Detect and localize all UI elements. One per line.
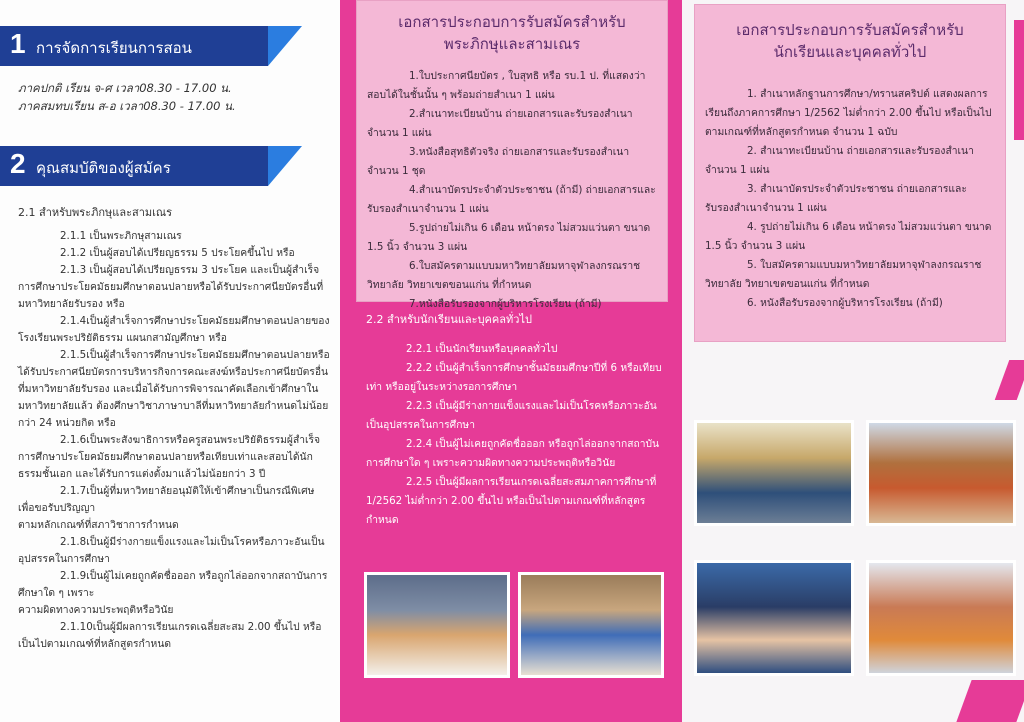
schedule-weekend: ภาคสมทบเรียน ส-อ เวลา08.30 - 17.00 น. — [18, 99, 236, 113]
list-item: 2.1.10เป็นผู้มีผลการเรียนเกรดเฉลี่ยสะสม 2.00 ขึ้นไป หรือเป็นไปตามเกณฑ์ที่หลักสูตรกำหนด — [18, 621, 322, 650]
list-item: 2.1.7เป็นผู้ที่มหาวิทยาลัยอนุมัติให้เข้าศึกษาเป็นกรณีพิเศษเพื่อขอรับปริญญา — [18, 485, 315, 514]
monk-qualification-list — [18, 228, 330, 653]
list-item: 2.2.5 เป็นผู้มีผลการเรียนเกรดเฉลี่ยสะสมภาคการศึกษาที่ 1/2562 ไม่ต่ำกว่า 2.00 ขึ้นไป หรือเป็นไปตามเกณฑ์ที่หลักสูตรกำหนด — [366, 476, 657, 526]
seminar-photo — [364, 572, 510, 678]
student-documents-title: เอกสารประกอบการรับสมัครสำหรับ นักเรียนและบุคคลทั่วไป — [736, 21, 964, 61]
monk-qualification-heading: 2.1 สำหรับพระภิกษุและสามเณร — [18, 206, 173, 219]
monk-documents-box — [356, 0, 668, 310]
list-item: 2.1.8เป็นผู้มีร่างกายแข็งแรงและไม่เป็นโรคหรือภาวะอันเป็นอุปสรรคในการศึกษา — [18, 536, 325, 565]
list-item: 2.1.6เป็นพระสังฆาธิการหรือครูสอนพระปริยัติธรรมผู้สำเร็จการศึกษาประโยคมัธยมศึกษาตอนปลายหรือเทียบเท่าและสอบได้นักธรรมชั้นเอก และได้รับการแต่งตั้งมาแล้วไม่น้อยกว่า 3 ปี — [18, 434, 321, 480]
list-item: 2.2.4 เป็นผู้ไม่เคยถูกคัดชื่อออก หรือถูกไล่ออกจากสถาบันการศึกษาใด ๆ เพราะความผิดทางความประพฤติหรือวินัย — [366, 438, 660, 469]
list-item: 1.ใบประกาศนียบัตร , ใบสุทธิ หรือ รบ.1 ป. ที่แสดงว่าสอบได้ในชั้นนั้น ๆ พร้อมถ่ายสำเนา 1 แผ่น — [367, 70, 646, 101]
list-item: 2. สำเนาทะเบียนบ้าน ถ่ายเอกสารและรับรองสำเนาจำนวน 1 แผ่น — [705, 145, 974, 176]
list-item: ตามหลักเกณฑ์ที่สภาวิชาการกำหนด — [18, 519, 179, 531]
right-panel — [682, 0, 1024, 722]
section2-number: 2 — [10, 148, 26, 179]
list-item: 2.1.4เป็นผู้สำเร็จการศึกษาประโยคมัธยมศึกษาตอนปลายของโรงเรียนพระปริยัติธรรม แผนกสามัญศึกษา หรือ — [18, 315, 330, 344]
general-qualification-heading: 2.2 สำหรับนักเรียนและบุคคลทั่วไป — [366, 313, 532, 326]
list-item: 5.รูปถ่ายไม่เกิน 6 เดือน หน้าตรง ไม่สวมแว่นตา ขนาด 1.5 นิ้ว จำนวน 3 แผ่น — [367, 222, 651, 253]
campus-building-photo — [866, 420, 1016, 526]
decor-stripe — [956, 680, 1024, 722]
group-photo — [518, 572, 664, 678]
list-item: 2.สำเนาทะเบียนบ้าน ถ่ายเอกสารและรับรองสำเนาจำนวน 1 แผ่น — [367, 108, 633, 139]
list-item: ความผิดทางความประพฤติหรือวินัย — [18, 604, 174, 616]
section2-header — [0, 146, 268, 186]
list-item: 2.1.1 เป็นพระภิกษุสามเณร — [60, 230, 182, 242]
assembly-photo — [866, 560, 1016, 676]
list-item: 2.2.3 เป็นผู้มีร่างกายแข็งแรงและไม่เป็นโรคหรือภาวะอันเป็นอุปสรรคในการศึกษา — [366, 400, 657, 431]
list-item: 7.หนังสือรับรองจากผู้บริหารโรงเรียน (ถ้ามี) — [409, 298, 602, 310]
list-item: 3. สำเนาบัตรประจำตัวประชาชน ถ่ายเอกสารและรับรองสำเนาจำนวน 1 แผ่น — [705, 183, 967, 214]
monk-documents-list — [357, 55, 667, 314]
section1-number: 1 — [10, 28, 26, 59]
list-item: 6.ใบสมัครตามแบบมหาวิทยาลัยมหาจุฬาลงกรณราชวิทยาลัย วิทยาเขตขอนแก่น ที่กำหนด — [367, 260, 641, 291]
list-item: 5. ใบสมัครตามแบบมหาวิทยาลัยมหาจุฬาลงกรณราชวิทยาลัย วิทยาเขตขอนแก่น ที่กำหนด — [705, 259, 982, 290]
section1-title: การจัดการเรียนการสอน — [36, 39, 192, 57]
list-item: 3.หนังสือสุทธิตัวจริง ถ่ายเอกสารและรับรองสำเนาจำนวน 1 ชุด — [367, 146, 630, 177]
schedule-regular: ภาคปกติ เรียน จ-ศ เวลา08.30 - 17.00 น. — [18, 81, 232, 95]
list-item: 1. สำเนาหลักฐานการศึกษา/ทรานสคริปต์ แสดงผลการเรียนถึงภาคการศึกษา 1/2562 ไม่ต่ำกว่า 2.00 ขึ้นไป หรือเป็นไปตามเกณฑ์ที่หลักสูตรกำหนด จำนวน 1 ฉบับ — [705, 88, 992, 138]
list-item: 2.1.9เป็นผู้ไม่เคยถูกคัดชื่อออก หรือถูกไล่ออกจากสถาบันการศึกษาใด ๆ เพราะ — [18, 570, 328, 599]
monk-documents-title: เอกสารประกอบการรับสมัครสำหรับ พระภิกษุและสามเณร — [398, 13, 626, 53]
activity-photo — [694, 560, 854, 676]
list-item: 6. หนังสือรับรองจากผู้บริหารโรงเรียน (ถ้ามี) — [747, 297, 943, 309]
student-documents-list — [695, 63, 1005, 313]
list-item: 2.1.5เป็นผู้สำเร็จการศึกษาประโยคมัธยมศึกษาตอนปลายหรือได้รับประกาศนียบัตรการบริหารกิจการคณะสงฆ์หรือประกาศนียบัตรอื่นที่มหาวิทยาลัยรับรอง และเมื่อได้รับการพิจารณาคัดเลือกเข้าศึกษาในมหาวิทยาลัยแล้ว ต้องศึกษาวิชาภาษาบาลีที่มหาวิทยาลัยกำหนดไม่น้อยกว่า 24 หน่วยกิต หรือ — [18, 349, 330, 429]
general-qualification-list — [366, 340, 666, 530]
list-item: 2.1.2 เป็นผู้สอบได้เปรียญธรรม 5 ประโยคขึ้นไป หรือ — [60, 247, 295, 259]
decor-stripe — [1014, 20, 1024, 140]
left-panel — [0, 0, 340, 722]
list-item: 4. รูปถ่ายไม่เกิน 6 เดือน หน้าตรง ไม่สวมแว่นตา ขนาด 1.5 นิ้ว จำนวน 3 แผ่น — [705, 221, 992, 252]
middle-panel — [340, 0, 682, 722]
section2-title: คุณสมบัติของผู้สมัคร — [36, 159, 171, 177]
list-item: 4.สำเนาบัตรประจำตัวประชาชน (ถ้ามี) ถ่ายเอกสารและรับรองสำเนาจำนวน 1 แผ่น — [367, 184, 656, 215]
decor-stripe — [995, 360, 1024, 400]
section1-header — [0, 26, 268, 66]
list-item: 2.2.1 เป็นนักเรียนหรือบุคคลทั่วไป — [406, 343, 558, 355]
student-documents-box — [694, 4, 1006, 342]
list-item: 2.1.3 เป็นผู้สอบได้เปรียญธรรม 3 ประโยค และเป็นผู้สำเร็จการศึกษาประโยคมัธยมศึกษาตอนปลายหรือได้รับประกาศนียบัตรอื่นที่มหาวิทยาลัยรับรอง หรือ — [18, 264, 324, 310]
list-item: 2.2.2 เป็นผู้สำเร็จการศึกษาชั้นมัธยมศึกษาปีที่ 6 หรือเทียบเท่า หรืออยู่ในระหว่างรอการศึกษา — [366, 362, 662, 393]
hall-ceremony-photo — [694, 420, 854, 526]
